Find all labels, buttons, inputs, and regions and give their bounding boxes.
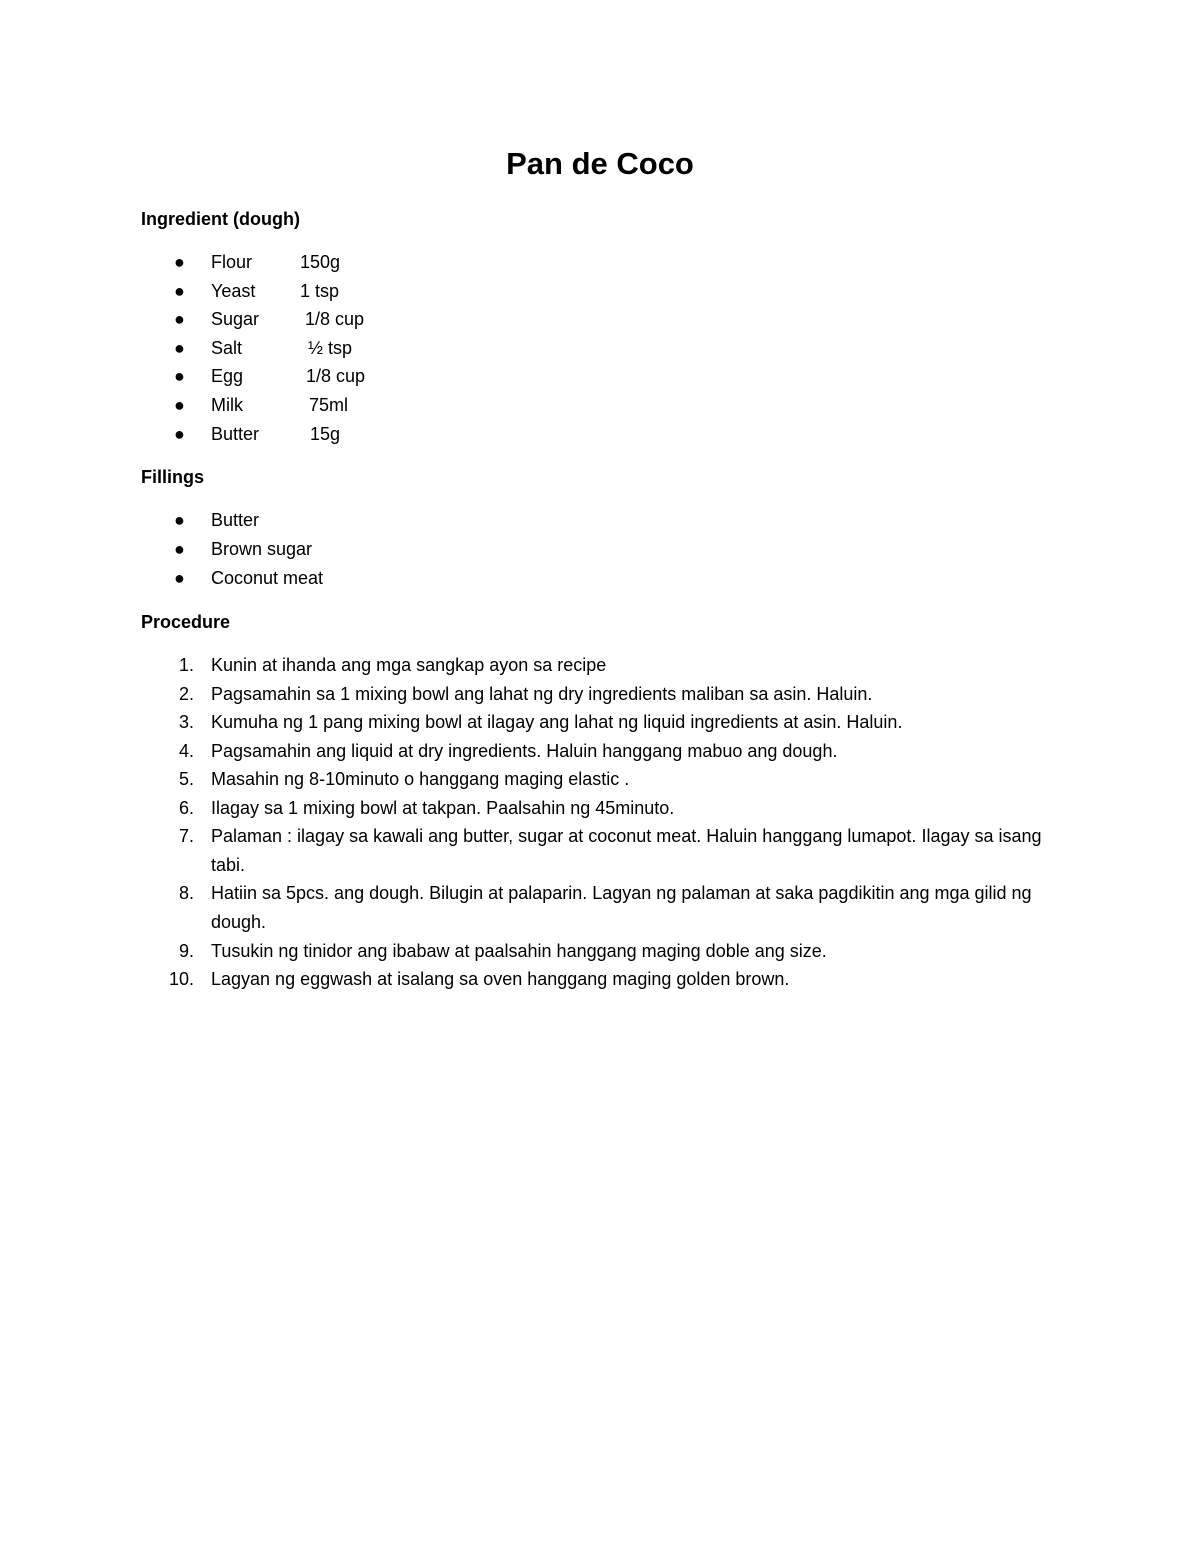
- bullet-icon: ●: [174, 280, 185, 301]
- bullet-icon: ●: [174, 366, 185, 387]
- step-text: Lagyan ng eggwash at isalang sa oven hanggang maging golden brown.: [211, 969, 790, 989]
- step-number: 3.: [178, 712, 194, 732]
- step-text: Hatiin sa 5pcs. ang dough. Bilugin at palaparin. Lagyan ng palaman at saka pagdikitin ang mga gilid ng dough.: [211, 883, 1032, 932]
- page-title: Pan de Coco: [506, 146, 694, 181]
- ingredient-item: [0, 420, 1200, 449]
- bullet-icon: ●: [174, 395, 185, 415]
- procedure-step: [0, 879, 1200, 936]
- bullet-icon: ●: [174, 337, 185, 358]
- step-number: 6.: [178, 797, 194, 818]
- bullet-icon: ●: [174, 309, 185, 330]
- procedure-step: [0, 822, 1200, 879]
- ingredient-qty: ½ tsp: [308, 337, 353, 358]
- ingredient-name: Sugar: [211, 309, 260, 330]
- filling-item: [0, 535, 1200, 564]
- ingredient-name: Butter: [211, 423, 260, 444]
- procedure-step: [0, 680, 1200, 709]
- ingredient-name: Egg: [211, 366, 244, 387]
- procedure-step: [0, 651, 1200, 680]
- ingredient-name: Flour: [211, 252, 253, 272]
- bullet-icon: ●: [174, 423, 185, 444]
- step-number: 10.: [168, 969, 194, 989]
- step-text: Palaman : ilagay sa kawali ang butter, sugar at coconut meat. Haluin hanggang lumapot. Ilagay sa isang tabi.: [211, 826, 1042, 875]
- procedure-heading: Procedure: [141, 612, 231, 632]
- procedure-step: [0, 765, 1200, 794]
- ingredient-qty: 15g: [310, 423, 341, 444]
- filling-item: [0, 564, 1200, 593]
- step-number: 2.: [178, 683, 194, 704]
- procedure-step: [0, 937, 1200, 966]
- step-number: 4.: [178, 740, 194, 761]
- procedure-step: [0, 737, 1200, 766]
- bullet-icon: ●: [174, 568, 185, 588]
- step-text: Kunin at ihanda ang mga sangkap ayon sa recipe: [211, 655, 607, 675]
- bullet-icon: ●: [174, 510, 185, 530]
- ingredient-item: [0, 305, 1200, 334]
- step-number: 9.: [178, 940, 194, 961]
- ingredient-item: [0, 277, 1200, 306]
- filling-name: Coconut meat: [211, 568, 324, 588]
- ingredient-item: [0, 248, 1200, 277]
- ingredient-item: [0, 362, 1200, 391]
- ingredient-qty: 75ml: [309, 395, 349, 415]
- step-text: Kumuha ng 1 pang mixing bowl at ilagay ang lahat ng liquid ingredients at asin. Haluin.: [211, 712, 903, 732]
- step-number: 5.: [178, 769, 194, 789]
- step-text: Pagsamahin ang liquid at dry ingredients. Haluin hanggang mabuo ang dough.: [211, 740, 838, 761]
- ingredient-qty: 1/8 cup: [305, 309, 365, 330]
- ingredient-name: Milk: [211, 395, 243, 415]
- ingredient-qty: 1/8 cup: [306, 366, 366, 387]
- filling-name: Butter: [211, 510, 260, 530]
- ingredient-item: [0, 391, 1200, 420]
- bullet-icon: ●: [174, 252, 185, 272]
- filling-name: Brown sugar: [211, 539, 313, 559]
- ingredient-qty: 150g: [300, 252, 341, 272]
- step-text: Masahin ng 8-10minuto o hanggang maging elastic .: [211, 769, 630, 789]
- step-number: 1.: [178, 655, 194, 675]
- procedure-step: [0, 708, 1200, 737]
- step-text: Pagsamahin sa 1 mixing bowl ang lahat ng dry ingredients maliban sa asin. Haluin.: [211, 683, 873, 704]
- step-number: 8.: [178, 883, 194, 903]
- ingredient-name: Salt: [211, 337, 243, 358]
- bullet-icon: ●: [174, 539, 185, 559]
- ingredients-heading: Ingredient (dough): [141, 209, 300, 229]
- ingredient-name: Yeast: [211, 280, 256, 301]
- fillings-heading: Fillings: [141, 467, 204, 487]
- step-text: Ilagay sa 1 mixing bowl at takpan. Paalsahin ng 45minuto.: [211, 797, 675, 818]
- step-text: Tusukin ng tinidor ang ibabaw at paalsahin hanggang maging doble ang size.: [211, 940, 827, 961]
- procedure-step: [0, 965, 1200, 994]
- procedure-step: [0, 794, 1200, 823]
- ingredient-item: [0, 334, 1200, 363]
- step-number: 7.: [178, 826, 194, 846]
- ingredient-qty: 1 tsp: [300, 280, 340, 301]
- filling-item: [0, 506, 1200, 535]
